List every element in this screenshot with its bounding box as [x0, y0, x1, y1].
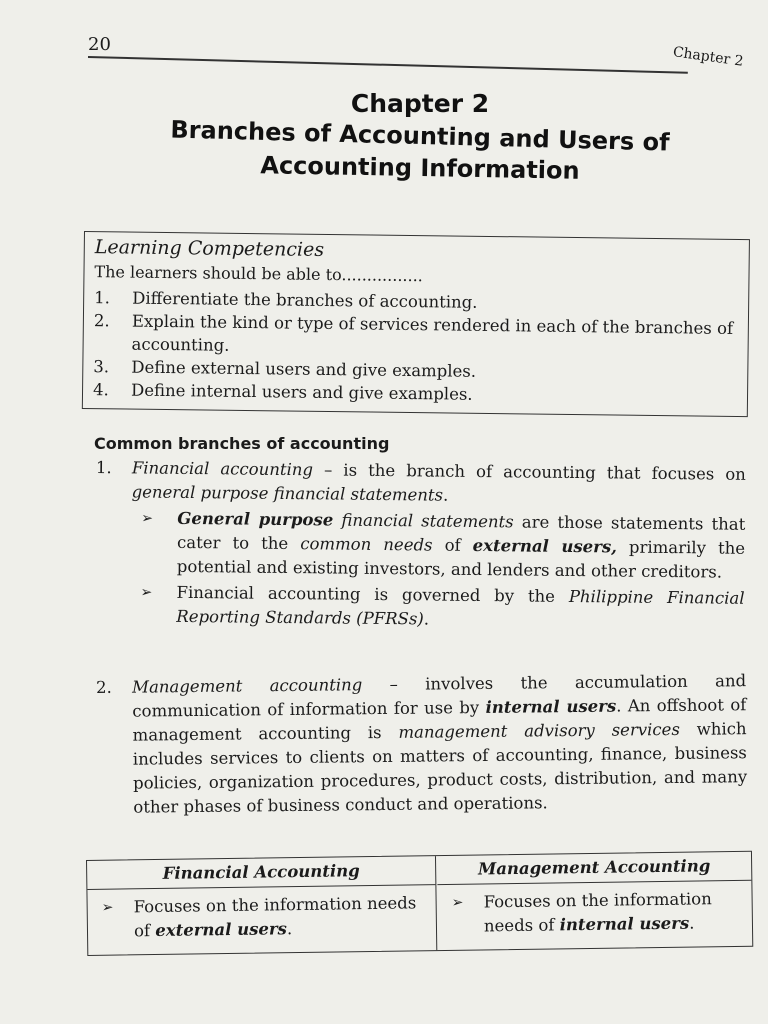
- branch-item-management-accounting: [96, 669, 747, 820]
- bullet-text: of: [432, 535, 473, 555]
- list-item-text: Explain the kind or type of services rendered in each of the branches of accounting.: [131, 311, 734, 355]
- sub-bullet-list: [130, 506, 745, 634]
- running-head: [88, 32, 745, 70]
- arrow-bullet-icon: ➢: [101, 899, 114, 916]
- emphasis: financial statements: [333, 510, 514, 532]
- table-header: Management Accounting: [437, 852, 751, 885]
- arrow-bullet-icon: ➢: [451, 894, 464, 911]
- term: Financial accounting: [131, 458, 314, 480]
- chapter-title: [100, 88, 740, 184]
- list-item-text: Define internal users and give examples.: [130, 380, 473, 404]
- chapter-title-line: Accounting Information: [260, 151, 580, 185]
- definition-text: . An offshoot of management accounting is: [132, 695, 747, 745]
- table-header: Financial Accounting: [87, 856, 435, 890]
- cell-text: .: [689, 913, 695, 933]
- arrow-bullet-icon: ➢: [140, 584, 153, 601]
- term: Management accounting: [132, 675, 363, 697]
- branch-item-financial-accounting: [94, 456, 746, 635]
- emphasis: general purpose financial statements: [131, 482, 444, 505]
- chapter-number: Chapter 2: [350, 89, 490, 118]
- cell-text: Focuses on the information needs of: [133, 893, 417, 941]
- list-item-number: 1.: [94, 288, 111, 308]
- chapter-title-line: Branches of Accounting and Users of: [170, 115, 670, 157]
- table-cell: [87, 885, 436, 944]
- comparison-table: [86, 851, 753, 956]
- table-column-financial: [87, 856, 437, 955]
- definition-text: which includes services to clients on matters of accounting, finance, business policies, organization procedures, product costs, distribution, and many other phases of business conduct and operations.: [132, 719, 748, 817]
- table-cell: [437, 881, 752, 939]
- list-item-number: 4.: [92, 380, 109, 400]
- emphasis: external users: [155, 919, 288, 941]
- table-column-management: [437, 852, 752, 950]
- definition-text: – is the branch of accounting that focuses on: [312, 460, 746, 484]
- list-item: [93, 309, 734, 363]
- bullet-text: are those statements that cater to the: [177, 512, 746, 554]
- term: General purpose: [177, 508, 334, 530]
- page-number: 20: [88, 34, 111, 55]
- cell-text: Focuses on the information needs of: [483, 889, 712, 936]
- definition-text: – involves the accumulation and communication of information for use by: [132, 671, 747, 721]
- list-item-number: 2.: [93, 311, 110, 331]
- cell-text: .: [286, 919, 293, 939]
- running-chapter-label: Chapter 2: [671, 44, 745, 70]
- list-item-text: Differentiate the branches of accounting.: [132, 288, 478, 312]
- learning-competencies-list: [93, 286, 734, 409]
- item-definition: [132, 669, 747, 819]
- emphasis: management advisory services: [398, 719, 680, 742]
- sub-bullet: [140, 581, 745, 635]
- header-rule: [88, 56, 688, 74]
- item-number: 1.: [95, 457, 112, 478]
- sub-bullet: [141, 507, 746, 585]
- emphasis: internal users: [559, 913, 690, 935]
- emphasis: common needs: [300, 534, 433, 555]
- learning-competencies-intro: The learners should be able to................: [94, 262, 423, 286]
- arrow-bullet-icon: ➢: [141, 510, 154, 527]
- learning-competencies-heading: Learning Competencies: [94, 236, 325, 261]
- bullet-text: primarily the potential and existing investors, and lenders and other creditors.: [176, 537, 746, 582]
- emphasis: internal users: [485, 696, 617, 717]
- emphasis: external users,: [472, 535, 618, 557]
- section-heading: Common branches of accounting: [94, 434, 390, 453]
- item-number: 2.: [96, 677, 112, 697]
- list-item-number: 3.: [93, 357, 110, 377]
- list-item-text: Define external users and give examples.: [131, 357, 477, 381]
- emphasis: Philippine Financial Reporting Standards (PFRSs): [176, 586, 745, 629]
- definition-text: .: [442, 485, 449, 505]
- bullet-text: .: [423, 609, 430, 629]
- item-definition: [131, 456, 745, 510]
- learning-competencies-box: [82, 231, 750, 417]
- bullet-text: Financial accounting is governed by the: [176, 582, 569, 606]
